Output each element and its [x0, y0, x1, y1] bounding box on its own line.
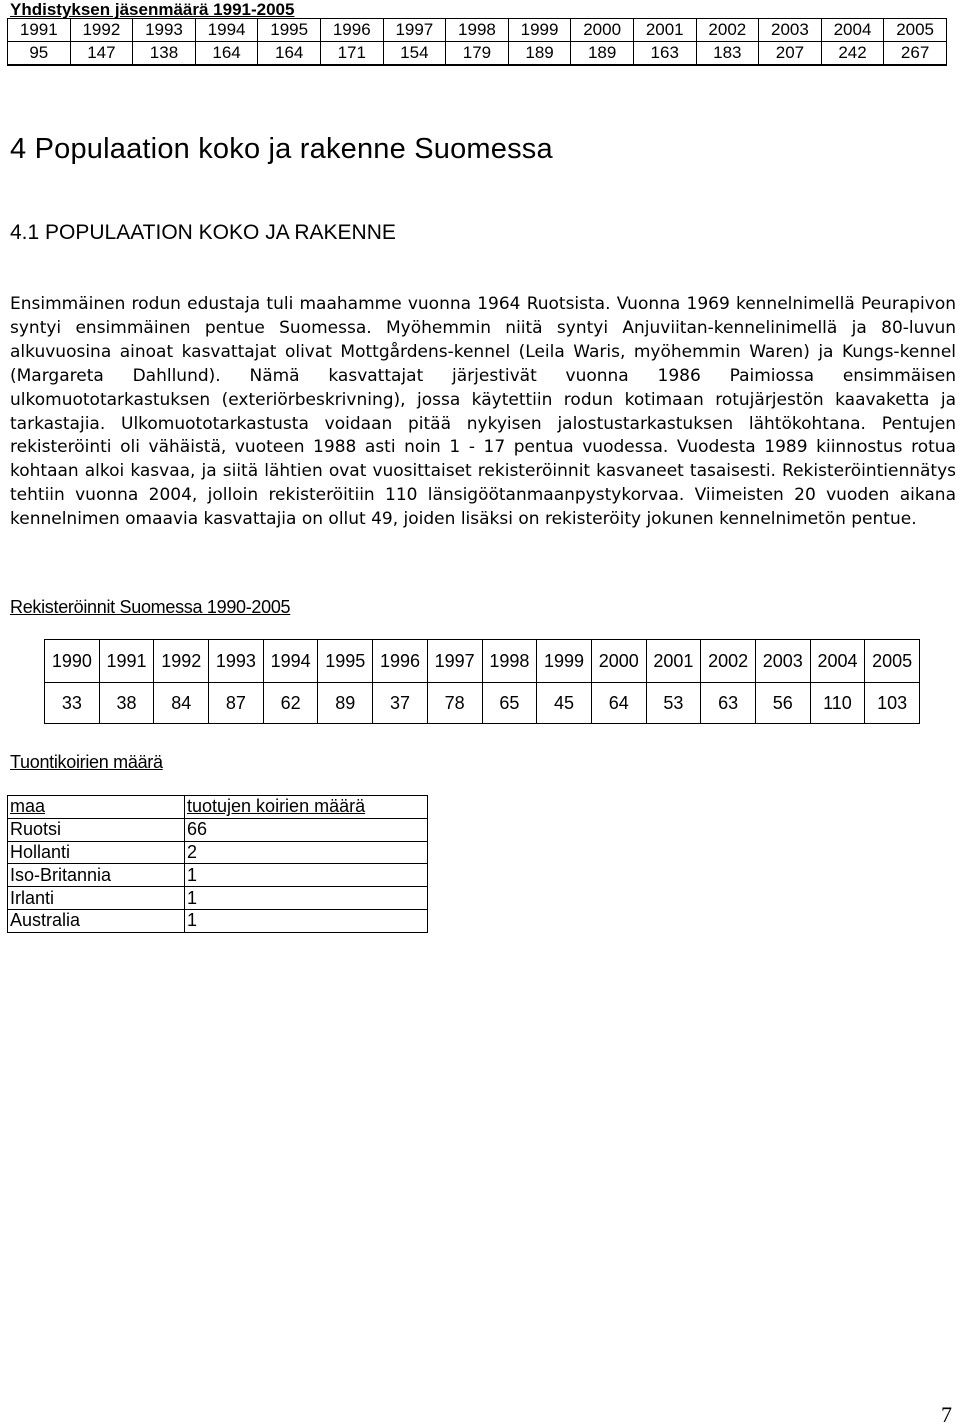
section-heading: 4.1 POPULAATION KOKO JA RAKENNE	[10, 221, 396, 244]
registrations-table-title: Rekisteröinnit Suomessa 1990-2005	[10, 597, 291, 617]
table-cell: 2001	[646, 640, 701, 683]
table-cell: Irlanti	[8, 887, 185, 910]
table-cell: 1997	[427, 640, 482, 683]
table-row	[8, 818, 428, 841]
table-cell: 171	[320, 42, 383, 66]
table-cell: 1994	[263, 640, 318, 683]
table-cell: Iso-Britannia	[8, 864, 185, 887]
table-cell: 56	[755, 683, 810, 724]
table-cell: 179	[446, 42, 509, 66]
table-cell: Hollanti	[8, 841, 185, 864]
table-cell: 84	[154, 683, 209, 724]
table-cell: 66	[185, 818, 428, 841]
table-cell: 189	[508, 42, 571, 66]
table-cell: 110	[810, 683, 865, 724]
table-header-row	[8, 796, 428, 819]
table-cell: 242	[821, 42, 884, 66]
table-cell: 1992	[70, 19, 133, 42]
table-cell: 2002	[701, 640, 756, 683]
table-cell: 2002	[696, 19, 759, 42]
table-cell: 154	[383, 42, 446, 66]
table-cell: 37	[373, 683, 428, 724]
membership-table	[7, 18, 947, 66]
table-cell: 2	[185, 841, 428, 864]
table-cell: 1991	[8, 19, 71, 42]
registrations-values-row	[45, 683, 920, 724]
table-cell: 64	[591, 683, 646, 724]
table-cell: 65	[482, 683, 537, 724]
table-cell: 147	[70, 42, 133, 66]
table-cell: 1	[185, 909, 428, 932]
table-cell: 2003	[759, 19, 822, 42]
table-cell: 1995	[258, 19, 321, 42]
table-cell: 2001	[633, 19, 696, 42]
table-cell: 1999	[537, 640, 592, 683]
table-cell: 63	[701, 683, 756, 724]
table-cell: 38	[99, 683, 154, 724]
table-cell: 183	[696, 42, 759, 66]
column-header-country: maa	[8, 796, 185, 819]
membership-table-title: Yhdistyksen jäsenmäärä 1991-2005	[10, 0, 295, 19]
table-cell: 1992	[154, 640, 209, 683]
table-cell: 1	[185, 887, 428, 910]
table-cell: 89	[318, 683, 373, 724]
table-cell: 164	[258, 42, 321, 66]
table-cell: Australia	[8, 909, 185, 932]
table-cell: 53	[646, 683, 701, 724]
table-row	[8, 909, 428, 932]
table-cell: 1996	[373, 640, 428, 683]
table-cell: 62	[263, 683, 318, 724]
table-cell: Ruotsi	[8, 818, 185, 841]
table-cell: 189	[571, 42, 634, 66]
table-cell: 1998	[446, 19, 509, 42]
table-cell: 103	[865, 683, 920, 724]
body-paragraph: Ensimmäinen rodun edustaja tuli maahamme vuonna 1964 Ruotsista. Vuonna 1969 kennelnimellä Peurapivon syntyi ensimmäinen pentue Suomessa. Myöhemmin niitä syntyi Anjuviitan-kennelinimellä ja 80-luvun alkuvuosina ainoat kasvattajat olivat Mottgårdens-kennel (Leila Waris, myöhemmin Waren) ja Kungs-kennel (Margareta Dahllund). Nämä kasvattajat järjestivät vuonna 1986 Paimiossa ensimmäisen ulkomuototarkastuksen (exteriörbeskrivning), jossa käytettiin rodun kotimaan rotujärjestön kaavaketta ja tarkastajia. Ulkomuototarkastusta voidaan pitää nykyisen jalostustarkastuksen lähtökohtana. Pentujen rekisteröinti oli vähäistä, vuoteen 1988 asti noin 1 - 17 pentua vuodessa. Vuodesta 1989 kiinnostus rotua kohtaan alkoi kasvaa, ja siitä lähtien ovat vuosittaiset rekisteröinnit kasvaneet tasaisesti. Rekisteröintiennätys tehtiin vuonna 2004, jolloin rekisteröitiin 110 länsigöötanmaanpystykorvaa. Viimeisten 20 vuoden aikana kennelnimen omaavia kasvattajia on ollut 49, joiden lisäksi on rekisteröity jokunen kennelnimetön pentue.	[10, 294, 956, 530]
table-cell: 164	[195, 42, 258, 66]
table-cell: 1	[185, 864, 428, 887]
table-cell: 1997	[383, 19, 446, 42]
table-cell: 78	[427, 683, 482, 724]
table-cell: 87	[209, 683, 264, 724]
table-cell: 2000	[571, 19, 634, 42]
table-cell: 45	[537, 683, 592, 724]
table-cell: 1990	[45, 640, 100, 683]
table-cell: 2003	[755, 640, 810, 683]
table-cell: 267	[884, 42, 947, 66]
table-row	[8, 841, 428, 864]
table-cell: 2005	[865, 640, 920, 683]
table-cell: 1993	[133, 19, 196, 42]
table-cell: 1991	[99, 640, 154, 683]
table-cell: 1995	[318, 640, 373, 683]
table-row	[8, 887, 428, 910]
registrations-table	[44, 639, 920, 724]
table-cell: 1993	[209, 640, 264, 683]
table-cell: 2000	[591, 640, 646, 683]
table-cell: 1998	[482, 640, 537, 683]
column-header-imported-count: tuotujen koirien määrä	[185, 796, 428, 819]
table-cell: 1999	[508, 19, 571, 42]
chapter-heading: 4 Populaation koko ja rakenne Suomessa	[10, 133, 553, 165]
table-cell: 33	[45, 683, 100, 724]
imports-table	[7, 795, 428, 933]
table-cell: 2004	[821, 19, 884, 42]
table-cell: 2004	[810, 640, 865, 683]
table-row	[8, 864, 428, 887]
table-cell: 163	[633, 42, 696, 66]
imports-table-title: Tuontikoirien määrä	[10, 752, 163, 772]
registrations-years-row	[45, 640, 920, 683]
membership-years-row	[8, 19, 947, 42]
page-number: 7	[941, 1402, 952, 1427]
membership-values-row	[8, 42, 947, 66]
table-cell: 207	[759, 42, 822, 66]
table-cell: 1994	[195, 19, 258, 42]
table-cell: 138	[133, 42, 196, 66]
table-cell: 1996	[320, 19, 383, 42]
table-cell: 2005	[884, 19, 947, 42]
table-cell: 95	[8, 42, 71, 66]
